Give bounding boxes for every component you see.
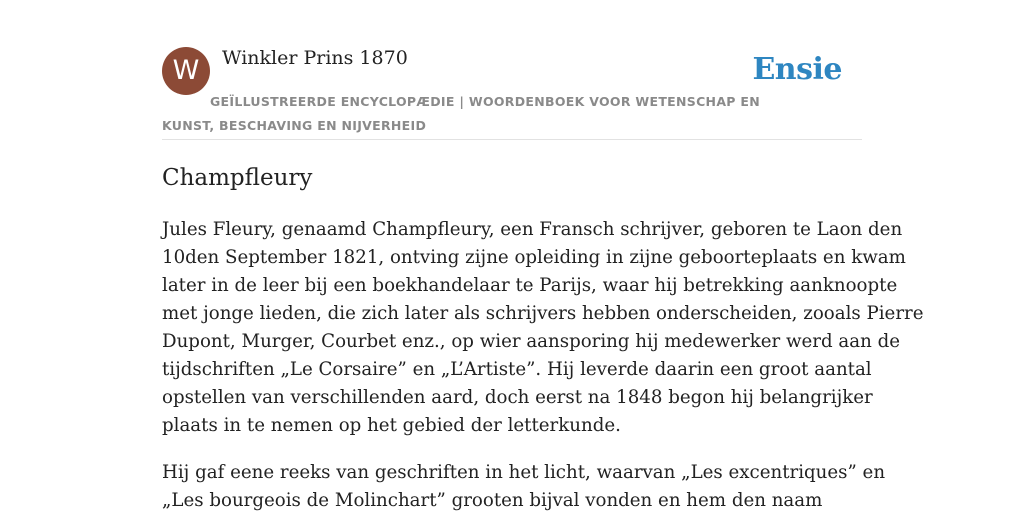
text-line: opstellen van verschillenden aard, doch eerst na 1848 begon hij belangrijker xyxy=(162,387,873,408)
text-line: Dupont, Murger, Courbet enz., op wier aansporing hij medewerker werd aan de xyxy=(162,331,900,352)
article-body xyxy=(162,216,924,512)
text-line: Hij gaf eene reeks van geschriften in het licht, waarvan „Les excentriques” en xyxy=(162,462,886,483)
article-paragraph xyxy=(162,459,886,512)
text-line: plaats in te nemen op het gebied der letterkunde. xyxy=(162,415,621,436)
header-divider xyxy=(162,139,862,140)
source-avatar[interactable] xyxy=(162,47,210,95)
article-title: Champfleury xyxy=(162,165,313,191)
source-subtitle: GEÏLLUSTREERDE ENCYCLOPÆDIE | WOORDENBOEK VOOR WETENSCHAP EN KUNST, BESCHAVING EN NIJVERHEID xyxy=(162,94,760,133)
text-line: tijdschriften „Le Corsaire” en „L’Artiste”. Hij leverde daarin een groot aantal xyxy=(162,359,872,380)
text-line: 10den September 1821, ontving zijne opleiding in zijne geboorteplaats en kwam xyxy=(162,247,906,268)
text-line: met jonge lieden, die zich later als schrijvers hebben onderscheiden, zooals Pierre xyxy=(162,303,924,324)
source-title[interactable]: Winkler Prins 1870 xyxy=(222,47,408,69)
article-paragraph xyxy=(162,216,924,440)
text-line: „Les bourgeois de Molinchart” grooten bijval vonden en hem den naam xyxy=(162,490,823,511)
text-line: Jules Fleury, genaamd Champfleury, een Fransch schrijver, geboren te Laon den xyxy=(162,219,903,240)
text-line: later in de leer bij een boekhandelaar te Parijs, waar hij betrekking aanknoopte xyxy=(162,275,898,296)
avatar-letter: W xyxy=(172,55,200,86)
brand-logo[interactable]: Ensie xyxy=(752,52,842,87)
